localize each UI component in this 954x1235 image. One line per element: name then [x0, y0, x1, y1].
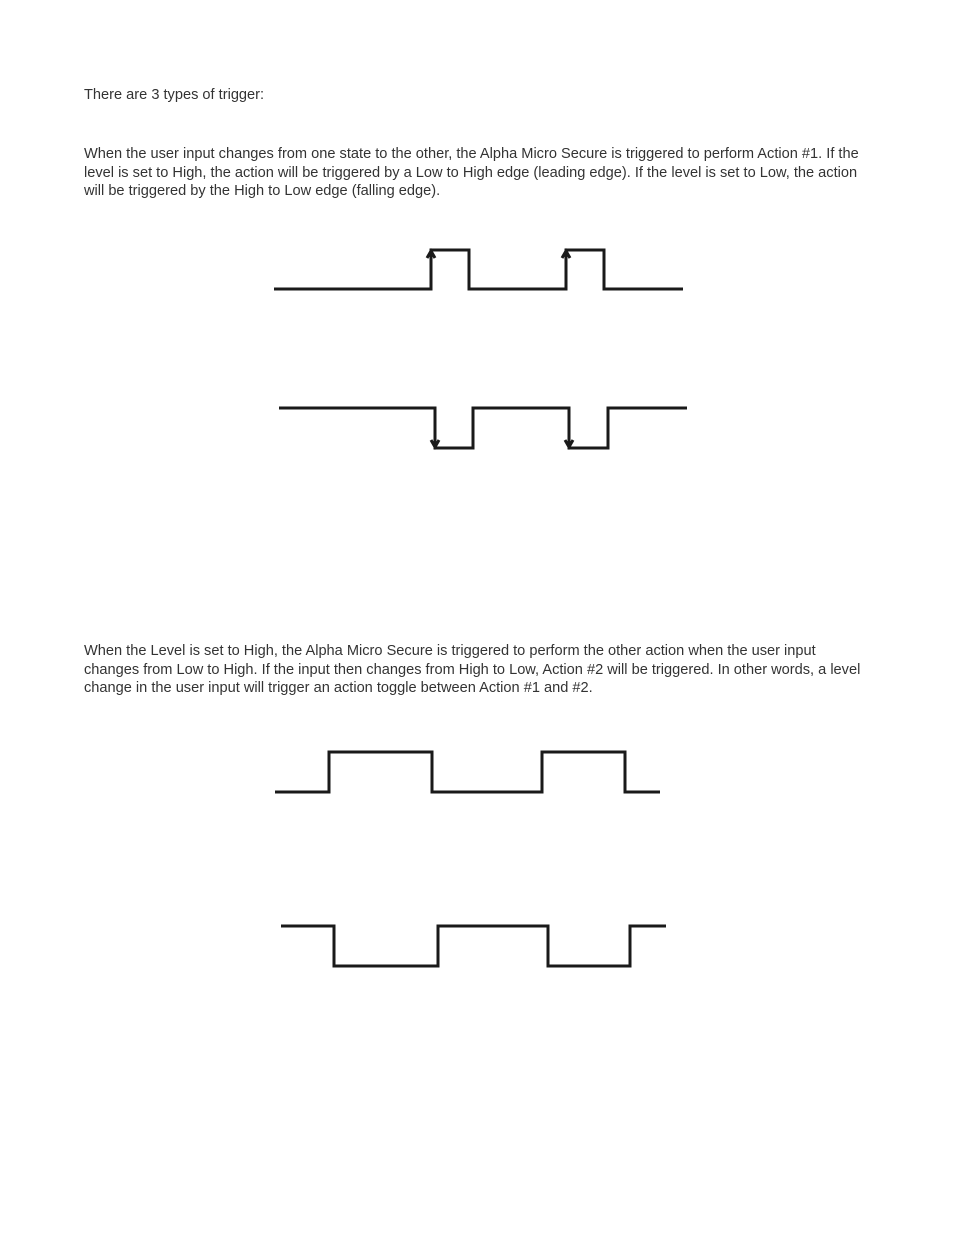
edge-trigger-paragraph: When the user input changes from one state to the other, the Alpha Micro Secure is triggered to perform Action #1. If the level is set to High, the action will be triggered by a Low to High edge (leading edge). If the level is set to Low, the action will be triggered by the High to Low edge (falling edge).: [84, 146, 859, 200]
level-low-signal-line: [281, 926, 666, 966]
level-trigger-paragraph: When the Level is set to High, the Alpha Micro Secure is triggered to perform the other action when the user input changes from Low to High. If the input then changes from High to Low, Action #2 will be triggered. In other words, a level change in the user input will trigger an action toggle between Action #1 and #2.: [84, 643, 861, 697]
intro-text: There are 3 types of trigger:: [84, 87, 265, 103]
